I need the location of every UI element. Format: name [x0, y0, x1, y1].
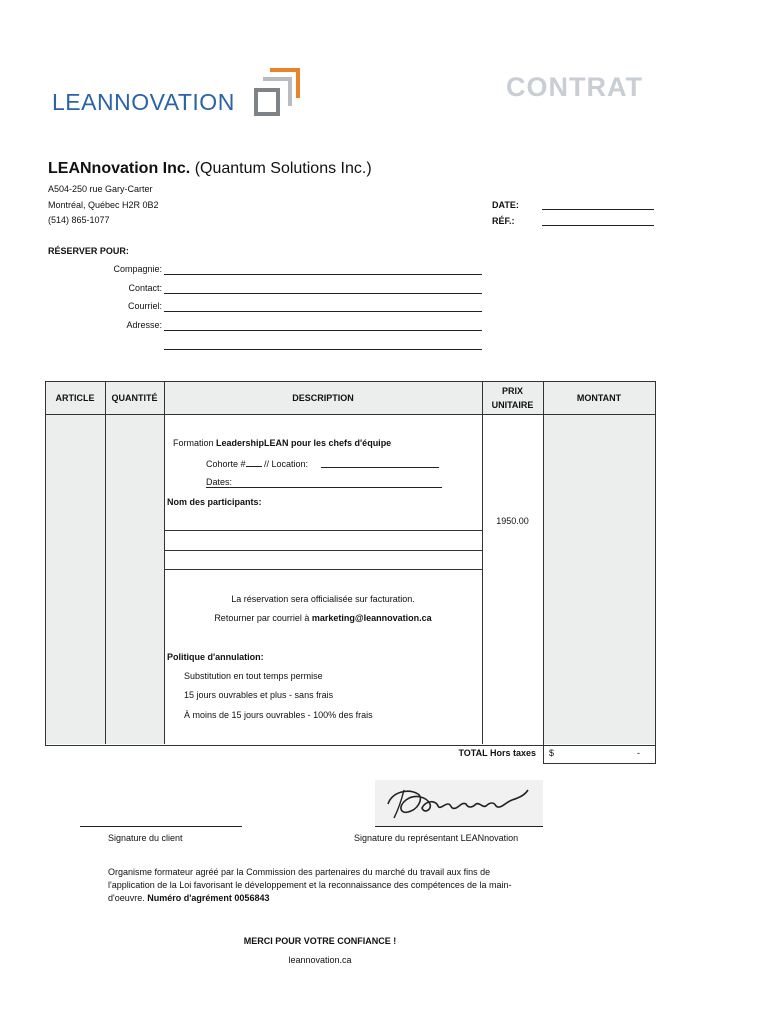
participant-row-3[interactable]: [164, 569, 482, 570]
col-divider-1: [105, 381, 106, 744]
accreditation-body: Organisme formateur agréé par la Commission des partenaires du marché du travail aux fins de l'application de la Loi favorisant le développement et la reconnaissance des compétences de la main-d'oeuvre.: [108, 867, 512, 903]
agreement-number: Numéro d'agrément 0056843: [147, 893, 270, 903]
return-note: [164, 613, 482, 623]
logo-squares-icon: [254, 68, 300, 118]
participant-row-1[interactable]: [164, 530, 482, 531]
handwritten-signature-icon: [378, 782, 540, 824]
total-label: TOTAL Hors taxes: [458, 748, 536, 758]
thank-you: MERCI POUR VOTRE CONFIANCE !: [243, 936, 397, 946]
logo-text-novation: NOVATION: [114, 89, 235, 115]
participants-label: Nom des participants:: [167, 497, 262, 507]
formation-name: LeadershipLEAN pour les chefs d'équipe: [216, 438, 392, 448]
total-currency: $: [549, 748, 555, 758]
header-prix-1: PRIX: [501, 386, 523, 396]
location-field[interactable]: [321, 467, 439, 468]
document-title: CONTRAT: [506, 72, 643, 102]
address-field-2[interactable]: [164, 349, 482, 350]
client-signature-line[interactable]: [80, 826, 242, 827]
company-address-1: A504-250 rue Gary-Carter: [48, 184, 153, 194]
logo-text-lean: LEAN: [52, 89, 115, 115]
policy-item-1: Substitution en tout temps permise: [184, 671, 323, 681]
company-field[interactable]: [164, 274, 482, 275]
formation-prefix: Formation: [173, 438, 217, 448]
return-email: marketing@leannovation.ca: [311, 613, 432, 623]
reserve-title: RÉSERVER POUR:: [48, 246, 129, 256]
ref-field[interactable]: [542, 225, 654, 226]
header-description: DESCRIPTION: [292, 393, 354, 403]
company-name: [48, 160, 372, 178]
header-montant: MONTANT: [576, 393, 622, 403]
header-article: ARTICLE: [55, 393, 95, 403]
col-divider-3: [482, 381, 483, 744]
col-divider-2: [164, 381, 165, 744]
website-link[interactable]: leannovation.ca: [288, 955, 352, 965]
field-label-email: Courriel:: [127, 301, 162, 311]
accreditation-text: [108, 866, 538, 905]
policy-title: Politique d'annulation:: [167, 652, 264, 662]
company-name-bold: LEANnovation Inc.: [48, 160, 191, 177]
cohorte-line: [206, 458, 308, 469]
field-label-company: Compagnie:: [113, 264, 162, 274]
dates-label: Dates:: [206, 477, 233, 487]
col-divider-4: [543, 381, 544, 744]
date-field[interactable]: [542, 209, 654, 210]
field-label-address: Adresse:: [126, 320, 162, 330]
company-phone: (514) 865-1077: [48, 215, 110, 225]
client-signature-label: Signature du client: [108, 833, 183, 843]
ref-label: RÉF.:: [492, 216, 515, 226]
field-label-contact: Contact:: [128, 283, 162, 293]
header-prix-2: UNITAIRE: [491, 400, 534, 410]
company-logo: [52, 89, 235, 116]
address-field[interactable]: [164, 330, 482, 331]
date-label: DATE:: [492, 200, 519, 210]
reservation-note: La réservation sera officialisée sur facturation.: [231, 594, 415, 604]
cohorte-label: Cohorte #: [206, 459, 246, 469]
location-label: // Location:: [261, 459, 309, 469]
header-divider: [45, 414, 655, 415]
table-border: [45, 381, 656, 746]
representative-signature-line: [375, 826, 543, 827]
header-quantite: QUANTITÉ: [111, 393, 158, 403]
participant-row-2[interactable]: [164, 550, 482, 551]
representative-signature-label: Signature du représentant LEANnovation: [354, 833, 519, 843]
cohorte-field[interactable]: [246, 458, 262, 467]
contact-field[interactable]: [164, 293, 482, 294]
total-value: -: [637, 748, 640, 758]
email-field[interactable]: [164, 311, 482, 312]
company-name-rest: (Quantum Solutions Inc.): [194, 160, 372, 177]
return-prefix: Retourner par courriel à: [214, 613, 312, 623]
policy-item-3: À moins de 15 jours ouvrables - 100% des frais: [184, 710, 373, 720]
policy-item-2: 15 jours ouvrables et plus - sans frais: [184, 690, 334, 700]
formation-line: [173, 438, 391, 448]
company-address-2: Montréal, Québec H2R 0B2: [48, 200, 159, 210]
unit-price: 1950.00: [496, 516, 529, 526]
dates-field[interactable]: [206, 487, 442, 488]
